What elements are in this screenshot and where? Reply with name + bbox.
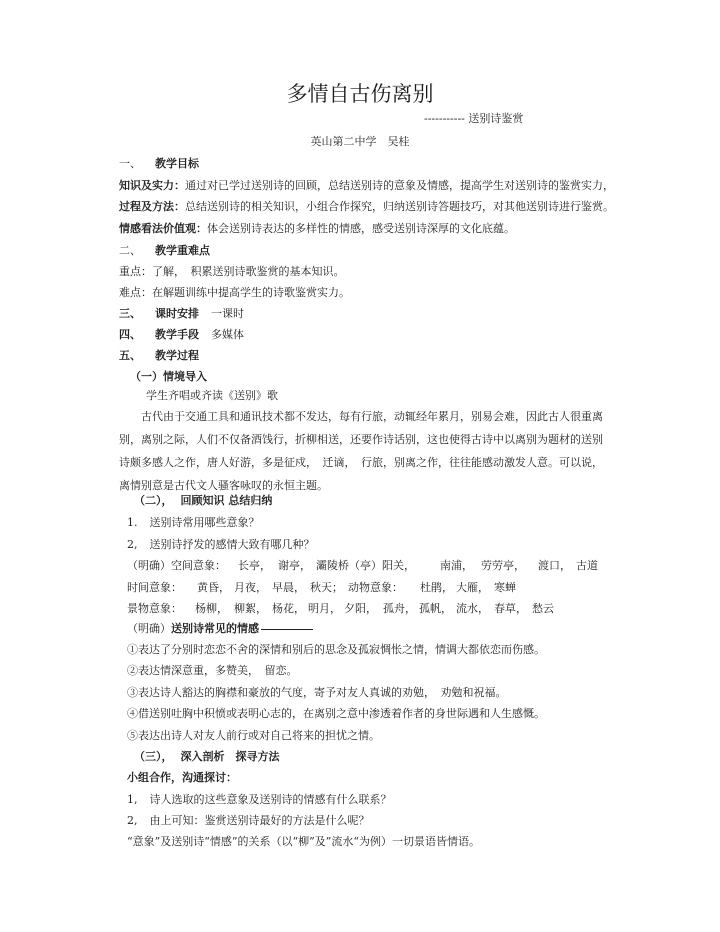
imagery-item: 孤帆，: [419, 602, 452, 615]
section-label: 教学手段: [155, 328, 199, 341]
section-number: 一、: [119, 157, 141, 170]
feelings-rule: [261, 629, 313, 630]
group-question-1: [127, 793, 392, 807]
author-line: 英山第二中学 吴桂: [310, 135, 410, 148]
imagery-item: 寒蝉: [494, 581, 516, 594]
key-point: 重点：了解， 积累送别诗歌鉴赏的基本知识。: [119, 265, 345, 278]
feeling-item-4: ④借送别吐胸中积愤或表明心志的，在离别之意中渗透着作者的身世际遇和人生感慨。: [127, 707, 545, 720]
imagery-item: 谢亭，: [278, 559, 311, 572]
imagery-item: 明月，: [308, 602, 341, 615]
imagery-item: 孤舟，: [383, 602, 416, 615]
question-number: 2,: [127, 814, 138, 827]
feeling-item-5: ⑤表达出诗人对友人前行或对自己将来的担忧之情。: [127, 729, 380, 742]
step-number: （二），: [134, 494, 173, 507]
step-2-heading: [134, 494, 272, 508]
question-number: 1,: [127, 793, 138, 806]
imagery-time-row: [0, 581, 720, 597]
imagery-item: 月夜，: [234, 581, 267, 594]
goal-text: 通过对已学过送别诗的回顾，总结送别诗的意象及情感，提高学生对送别诗的鉴赏实力，: [185, 179, 614, 192]
step-3-heading: [134, 750, 280, 764]
goal-label: 过程及方法：: [119, 200, 185, 213]
section-3-heading: [119, 307, 244, 321]
goal-label: 知识及实力：: [119, 179, 185, 192]
imagery-item: 杨柳，: [195, 602, 228, 615]
imagery-item: 夕阳，: [344, 602, 377, 615]
imagery-item: 柳絮，: [234, 602, 267, 615]
imagery-emotion-line: “意象”及送别诗“情感”的关系（以“柳”及”流水“为例）一切景语皆情语。: [127, 835, 480, 848]
group-question-2: [127, 814, 370, 828]
imagery-item: 劳劳亭，: [481, 559, 525, 572]
question-text: 送别诗常用哪些意象？: [149, 516, 260, 529]
group-discussion-label: 小组合作，沟通探讨：: [127, 771, 237, 784]
imagery-item: 黄昏，: [197, 581, 230, 594]
imagery-item: 杨花，: [272, 602, 305, 615]
goal-text: 总结送别诗的相关知识，小组合作探究，归纳送别诗答题技巧，对其他送别诗进行鉴赏。: [185, 200, 614, 213]
question-text: 由上可知：鉴赏送别诗最好的方法是什么呢？: [149, 814, 370, 827]
section-number: 四、: [119, 328, 141, 341]
question-number: 1.: [127, 516, 138, 529]
feelings-label: 送别诗常见的情感: [171, 622, 259, 635]
section-value: 多媒体: [211, 328, 244, 341]
imagery-item: 渡口，: [538, 559, 571, 572]
step-1-activity: 学生齐唱或齐读《送别》歌: [146, 389, 278, 402]
imagery-item: 流水，: [456, 602, 489, 615]
step-number: （三），: [134, 750, 173, 763]
section-number: 二、: [119, 244, 141, 257]
goal-emotion: [119, 222, 515, 236]
difficult-point: 难点：在解题训练中提高学生的诗歌鉴赏实力。: [119, 286, 350, 299]
imagery-scene-row: [0, 602, 720, 618]
imagery-label: 景物意象：: [127, 602, 182, 615]
imagery-item: 杜鹃，: [420, 581, 453, 594]
imagery-item: 春草，: [494, 602, 527, 615]
section-5-heading: [119, 349, 199, 363]
section-2-heading: [119, 244, 210, 258]
question-2: [127, 538, 315, 552]
feelings-heading: [127, 622, 313, 636]
document-title: 多情自古伤离别: [286, 82, 434, 106]
step-label: 深入剖析 探寻方法: [180, 750, 280, 763]
section-label: 教学目标: [155, 157, 199, 170]
question-text: 诗人选取的这些意象及送别诗的情感有什么联系？: [149, 793, 392, 806]
feeling-item-2: ②表达情深意重，多赞美， 留恋。: [127, 664, 298, 677]
step-label: 回顾知识 总结归纳: [180, 494, 273, 507]
imagery-item: 大雁，: [456, 581, 489, 594]
imagery-item: 动物意象：: [348, 581, 403, 594]
section-4-heading: [119, 328, 244, 342]
section-label: 课时安排: [155, 307, 199, 320]
goal-knowledge: [119, 179, 614, 193]
imagery-space-row: [0, 559, 720, 575]
section-value: 一课时: [211, 307, 244, 320]
section-label: 教学过程: [155, 349, 199, 362]
feeling-item-3: ③表达诗人豁达的胸襟和豪放的气度，寄予对友人真诚的劝勉， 劝勉和祝福。: [127, 686, 507, 699]
imagery-item: 早晨，: [272, 581, 305, 594]
imagery-item: 秋天；: [310, 581, 343, 594]
goal-label: 情感看法价值观：: [119, 222, 207, 235]
feelings-prefix: （明确）: [127, 622, 171, 635]
step-1-heading: （一）情境导入: [130, 370, 207, 383]
question-number: 2,: [127, 538, 138, 551]
section-number: 五、: [119, 349, 141, 362]
feeling-item-1: ①表达了分别时恋恋不舍的深情和别后的思念及孤寂惆怅之情，情调大都依恋而伤感。: [127, 643, 545, 656]
imagery-item: 愁云: [532, 602, 554, 615]
section-1-heading: [119, 157, 199, 171]
imagery-item: 长亭，: [238, 559, 271, 572]
section-number: 三、: [119, 307, 141, 320]
question-text: 送别诗抒发的感情大致有哪几种？: [149, 538, 315, 551]
goal-process: [119, 200, 614, 214]
document-subtitle: ----------- 送别诗鉴赏: [424, 112, 524, 125]
goal-text: 体会送别诗表达的多样性的情感，感受送别诗深厚的文化底蕴。: [207, 222, 515, 235]
question-1: [127, 516, 260, 530]
imagery-item: 古道: [576, 559, 598, 572]
imagery-label: （明确）空间意象：: [127, 559, 226, 572]
imagery-label: 时间意象：: [127, 581, 182, 594]
imagery-item: 灞陵桥（亭）阳关，: [316, 559, 415, 572]
intro-paragraph: 古代由于交通工具和通讯技术都不发达，每有行旅，动辄经年累月，别易会难，因此古人很重离别，离别之际，人们不仅备酒饯行，折柳相送，还要作诗话别，这也使得古诗中以离别为题材的送别诗颇多感人之作，唐人好游，多是征戍， 迁谪， 行旅，别离之作，往往能感动激发人意。可以说，离情别意是古代文人骚客咏叹的永恒主题。: [119, 410, 603, 492]
imagery-item: 南浦，: [440, 559, 473, 572]
section-label: 教学重难点: [155, 244, 210, 257]
